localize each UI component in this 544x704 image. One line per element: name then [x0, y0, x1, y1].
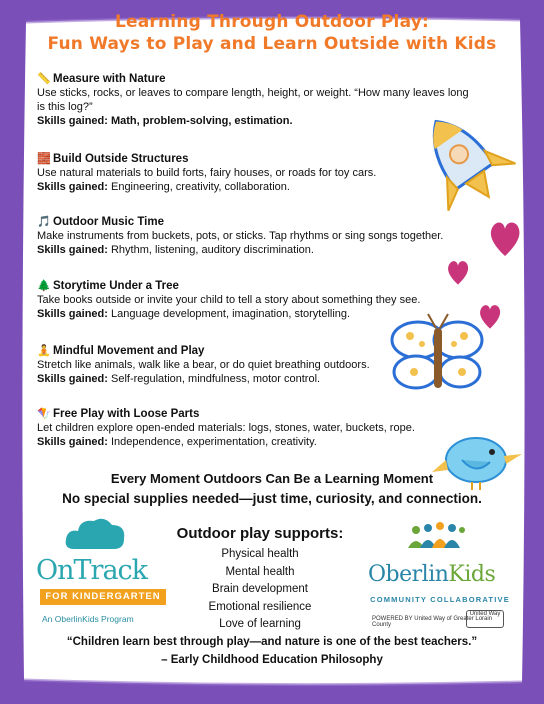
skills-text: Language development, imagination, storytelling. — [110, 308, 351, 320]
section-heading: Measure with Nature — [53, 73, 166, 85]
brick-icon: 🧱 — [37, 153, 51, 165]
program-label: An OberlinKids Program — [42, 614, 134, 624]
skills-text: Self-regulation, mindfulness, motor control. — [110, 373, 321, 385]
skills-label: Skills gained: — [37, 181, 108, 193]
activity-section — [37, 215, 477, 257]
skills-label: Skills gained: — [37, 244, 108, 256]
tree-icon: 🌲 — [37, 280, 51, 292]
skills-text: Independence, experimentation, creativity. — [110, 436, 317, 448]
supports-item: Love of learning — [219, 618, 301, 630]
for-kindergarten-banner: FOR KINDERGARTEN — [40, 589, 166, 605]
section-heading: Free Play with Loose Parts — [53, 408, 200, 420]
section-body: Use natural materials to build forts, fairy houses, or roads for toy cars. — [37, 167, 377, 179]
cloud-icon — [64, 515, 128, 555]
activity-section — [37, 279, 477, 321]
supports-heading: Outdoor play supports: — [176, 525, 344, 542]
tagline-subheading: No special supplies needed—just time, curiosity, and connection. — [62, 491, 482, 506]
title-line-2: Fun Ways to Play and Learn Outside with Kids — [47, 34, 497, 54]
activity-section — [37, 407, 477, 449]
skills-text: Math, problem-solving, estimation. — [110, 115, 293, 127]
oberlinkids-logo — [362, 520, 512, 630]
skills-text: Engineering, creativity, collaboration. — [110, 181, 290, 193]
section-heading: Storytime Under a Tree — [53, 280, 179, 292]
community-collaborative-label: COMMUNITY COLLABORATIVE — [370, 595, 510, 604]
oberlin-text: Oberlin — [368, 562, 449, 587]
section-body: Make instruments from buckets, pots, or sticks. Tap rhythms or sing songs together. — [37, 230, 444, 242]
kids-text: Kids — [448, 562, 496, 587]
skills-label: Skills gained: — [37, 436, 108, 448]
supports-item: Physical health — [221, 548, 299, 560]
toys-icon: 🪁 — [37, 408, 51, 420]
activity-section — [37, 72, 477, 128]
oberlinkids-wordmark — [368, 562, 495, 587]
tagline-heading: Every Moment Outdoors Can Be a Learning Moment — [110, 471, 434, 486]
activity-section — [37, 344, 477, 386]
powered-by-label: POWERED BY United Way of Greater Lorain County — [372, 616, 493, 628]
section-body: Let children explore open-ended materials: logs, stones, water, buckets, rope. — [37, 422, 415, 434]
section-heading: Build Outside Structures — [53, 153, 189, 165]
supports-item: Mental health — [225, 565, 295, 578]
heart-icon — [488, 218, 522, 258]
section-body: Use sticks, rocks, or leaves to compare length, height, or weight. “How many leaves long is this log?” — [37, 87, 469, 113]
united-way-logo: United Way — [466, 610, 504, 628]
skills-label: Skills gained: — [37, 308, 108, 320]
supports-item: Emotional resilience — [208, 600, 312, 613]
ontrack-wordmark: OnTrack — [36, 555, 148, 586]
supports-list — [160, 525, 360, 634]
quote-attribution: – Early Childhood Education Philosophy — [161, 654, 383, 666]
activity-section — [37, 152, 477, 194]
section-body: Take books outside or invite your child to tell a story about something they see. — [37, 294, 421, 306]
quote-text: “Children learn best through play—and nature is one of the best teachers.” — [66, 636, 478, 648]
people-icon — [406, 520, 466, 558]
section-body: Stretch like animals, walk like a bear, or do quiet breathing outdoors. — [37, 359, 370, 371]
section-heading: Mindful Movement and Play — [53, 345, 205, 357]
supports-item: Brain development — [212, 583, 308, 595]
section-heading: Outdoor Music Time — [53, 216, 164, 228]
skills-text: Rhythm, listening, auditory discrimination. — [110, 244, 314, 256]
person-icon: 🧘 — [37, 345, 51, 357]
title-line-1: Learning Through Outdoor Play: — [114, 12, 430, 32]
skills-label: Skills gained: — [37, 115, 108, 127]
ruler-icon: 📏 — [37, 73, 51, 85]
skills-label: Skills gained: — [37, 373, 108, 385]
music-note-icon: 🎵 — [37, 216, 51, 228]
